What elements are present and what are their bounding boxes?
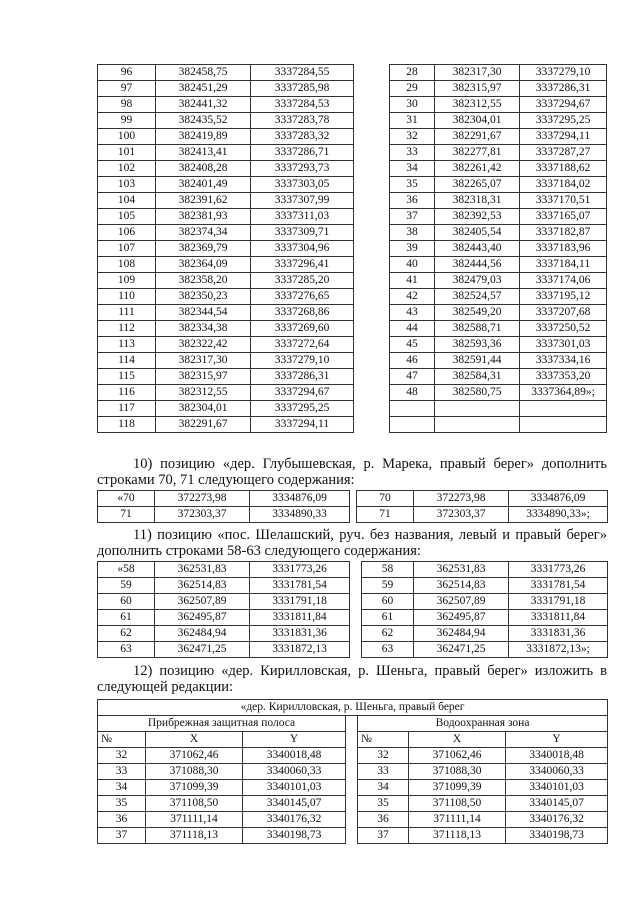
y-coordinate-cell: 3331872,13»;	[509, 642, 608, 658]
x-coordinate-cell: 382312,55	[435, 97, 520, 113]
x-coordinate-cell: 362514,83	[155, 578, 250, 594]
paragraph-10: 10) позицию «дер. Глубышевская, р. Марека, правый берег» дополнить строками 70, 71 следующего содержания:	[97, 456, 607, 488]
point-number-cell: 40	[390, 257, 435, 273]
point-number-cell: 59	[98, 578, 155, 594]
x-coordinate-cell: 362484,94	[155, 626, 250, 642]
point-number-cell: 109	[98, 273, 156, 289]
x-coordinate-cell: 382304,01	[435, 113, 520, 129]
table-row	[390, 257, 607, 273]
table-row	[98, 353, 354, 369]
y-coordinate-cell: 3337272,64	[251, 337, 354, 353]
y-coordinate-cell: 3337287,27	[520, 145, 607, 161]
x-coordinate-cell: 362471,25	[414, 642, 509, 658]
y-coordinate-cell: 3340176,32	[506, 812, 608, 828]
x-coordinate-cell: 382524,57	[435, 289, 520, 305]
x-coordinate-cell	[435, 401, 520, 417]
x-coordinate-cell: 382443,40	[435, 241, 520, 257]
table-position-10	[97, 490, 608, 523]
table-row	[98, 828, 608, 844]
table-position-12	[97, 699, 608, 844]
table-row	[98, 113, 354, 129]
x-coordinate-cell: 382591,44	[435, 353, 520, 369]
point-number-cell: 39	[390, 241, 435, 257]
table-row	[390, 305, 607, 321]
point-number-cell: 63	[362, 642, 414, 658]
table-row	[98, 225, 354, 241]
table-row	[98, 626, 608, 642]
point-number-cell: 30	[390, 97, 435, 113]
y-coordinate-cell: 3331791,18	[509, 594, 608, 610]
table-row	[98, 177, 354, 193]
x-coordinate-cell: 371099,39	[146, 780, 243, 796]
table-row	[390, 353, 607, 369]
x-coordinate-cell: 362514,83	[414, 578, 509, 594]
point-number-cell: 112	[98, 321, 156, 337]
y-coordinate-cell: 3337188,62	[520, 161, 607, 177]
point-number-cell: 102	[98, 161, 156, 177]
y-coordinate-cell: 3337286,31	[520, 81, 607, 97]
y-coordinate-cell: 3331831,36	[250, 626, 350, 642]
y-coordinate-cell: 3340060,33	[243, 764, 346, 780]
y-coordinate-cell: 3337184,11	[520, 257, 607, 273]
point-number-cell: 107	[98, 241, 156, 257]
x-coordinate-cell: 382408,28	[156, 161, 251, 177]
point-number-cell: 42	[390, 289, 435, 305]
paragraph-11: 11) позицию «пос. Шелашский, руч. без названия, левый и правый берег» дополнить строками 58-63 следующего содержания:	[97, 527, 607, 559]
point-number-cell: 97	[98, 81, 156, 97]
y-coordinate-cell: 3337311,03	[251, 209, 354, 225]
y-coordinate-cell	[520, 417, 607, 433]
table-row	[390, 113, 607, 129]
x-coordinate-cell: 362495,87	[155, 610, 250, 626]
y-coordinate-cell: 3337283,32	[251, 129, 354, 145]
table-row	[98, 161, 354, 177]
y-coordinate-cell: 3337334,16	[520, 353, 607, 369]
y-coordinate-cell: 3331811,84	[250, 610, 350, 626]
y-coordinate-cell: 3340145,07	[243, 796, 346, 812]
y-coordinate-cell: 3337195,12	[520, 289, 607, 305]
table-row	[98, 369, 354, 385]
y-coordinate-cell: 3340145,07	[506, 796, 608, 812]
point-number-cell: 61	[98, 610, 155, 626]
y-coordinate-cell: 3337165,07	[520, 209, 607, 225]
y-coordinate-cell: 3340176,32	[243, 812, 346, 828]
y-coordinate-cell: 3331781,54	[250, 578, 350, 594]
y-coordinate-cell: 3337207,68	[520, 305, 607, 321]
point-number-cell: 47	[390, 369, 435, 385]
column-header-y: Y	[506, 732, 608, 748]
x-coordinate-cell: 382291,67	[435, 129, 520, 145]
x-coordinate-cell: 382392,53	[435, 209, 520, 225]
x-coordinate-cell: 382458,75	[156, 65, 251, 81]
y-coordinate-cell: 3337294,67	[520, 97, 607, 113]
table-row	[98, 321, 354, 337]
y-coordinate-cell: 3340101,03	[243, 780, 346, 796]
table-row	[98, 594, 608, 610]
y-coordinate-cell: 3337285,20	[251, 273, 354, 289]
x-coordinate-cell: 371108,50	[146, 796, 243, 812]
point-number-cell: 61	[362, 610, 414, 626]
x-coordinate-cell: 362484,94	[414, 626, 509, 642]
coordinates-table-right	[389, 64, 607, 433]
point-number-cell: 60	[362, 594, 414, 610]
point-number-cell: 32	[98, 748, 146, 764]
x-coordinate-cell: 371099,39	[409, 780, 506, 796]
x-coordinate-cell: 382304,01	[156, 401, 251, 417]
point-number-cell: 58	[362, 562, 414, 578]
point-number-cell: 99	[98, 113, 156, 129]
point-number-cell: 71	[357, 507, 414, 523]
table-row	[390, 369, 607, 385]
x-coordinate-cell: 382374,34	[156, 225, 251, 241]
x-coordinate-cell: 382364,09	[156, 257, 251, 273]
table-row	[98, 642, 608, 658]
table-row	[98, 812, 608, 828]
x-coordinate-cell: 382405,54	[435, 225, 520, 241]
x-coordinate-cell: 382317,30	[156, 353, 251, 369]
x-coordinate-cell: 371108,50	[409, 796, 506, 812]
y-coordinate-cell: 3340198,73	[506, 828, 608, 844]
x-coordinate-cell: 362471,25	[155, 642, 250, 658]
table-row	[390, 401, 607, 417]
point-number-cell: 36	[358, 812, 409, 828]
table-row	[98, 562, 608, 578]
x-coordinate-cell: 371062,46	[409, 748, 506, 764]
point-number-cell: 29	[390, 81, 435, 97]
point-number-cell	[390, 417, 435, 433]
x-coordinate-cell: 382334,38	[156, 321, 251, 337]
y-coordinate-cell: 3340018,48	[243, 748, 346, 764]
x-coordinate-cell: 371111,14	[146, 812, 243, 828]
y-coordinate-cell: 3337174,06	[520, 273, 607, 289]
x-coordinate-cell: 382261,42	[435, 161, 520, 177]
table-row	[390, 97, 607, 113]
x-coordinate-cell: 371118,13	[146, 828, 243, 844]
table-row	[98, 507, 608, 523]
x-coordinate-cell: 382358,20	[156, 273, 251, 289]
x-coordinate-cell: 382315,97	[156, 369, 251, 385]
point-number-cell: 117	[98, 401, 156, 417]
x-coordinate-cell: 382444,56	[435, 257, 520, 273]
point-number-cell: 62	[362, 626, 414, 642]
x-coordinate-cell: 382265,07	[435, 177, 520, 193]
table-row	[98, 337, 354, 353]
table-row	[390, 145, 607, 161]
point-number-cell: 32	[358, 748, 409, 764]
point-number-cell: 101	[98, 145, 156, 161]
x-coordinate-cell: 382479,03	[435, 273, 520, 289]
y-coordinate-cell	[520, 401, 607, 417]
point-number-cell: 31	[390, 113, 435, 129]
y-coordinate-cell: 3337283,78	[251, 113, 354, 129]
x-coordinate-cell: 372303,37	[155, 507, 250, 523]
y-coordinate-cell: 3337183,96	[520, 241, 607, 257]
point-number-cell: 36	[390, 193, 435, 209]
y-coordinate-cell: 3331872,13	[250, 642, 350, 658]
table-row	[390, 273, 607, 289]
point-number-cell: 37	[358, 828, 409, 844]
y-coordinate-cell: 3337170,51	[520, 193, 607, 209]
point-number-cell: 32	[390, 129, 435, 145]
table-row	[390, 193, 607, 209]
x-coordinate-cell: 372273,98	[414, 491, 509, 507]
paragraph-12: 12) позицию «дер. Кирилловская, р. Шеньга, правый берег» изложить в следующей редакции:	[97, 663, 607, 695]
y-coordinate-cell: 3337279,10	[251, 353, 354, 369]
y-coordinate-cell: 3331773,26	[250, 562, 350, 578]
x-coordinate-cell: 382451,29	[156, 81, 251, 97]
point-number-cell: 34	[98, 780, 146, 796]
point-number-cell: 35	[358, 796, 409, 812]
table-row	[390, 241, 607, 257]
point-number-cell: 60	[98, 594, 155, 610]
y-coordinate-cell: 3337353,20	[520, 369, 607, 385]
x-coordinate-cell: 382322,42	[156, 337, 251, 353]
table-row	[390, 81, 607, 97]
column-header-x: X	[146, 732, 243, 748]
x-coordinate-cell: 371118,13	[409, 828, 506, 844]
column-header-number: №	[98, 732, 146, 748]
point-number-cell: 110	[98, 289, 156, 305]
y-coordinate-cell: 3331831,36	[509, 626, 608, 642]
point-number-cell: 28	[390, 65, 435, 81]
point-number-cell: 115	[98, 369, 156, 385]
y-coordinate-cell: 3337250,52	[520, 321, 607, 337]
table-row	[390, 129, 607, 145]
x-coordinate-cell: 382315,97	[435, 81, 520, 97]
y-coordinate-cell: 3337269,60	[251, 321, 354, 337]
y-coordinate-cell: 3337304,96	[251, 241, 354, 257]
point-number-cell: 37	[98, 828, 146, 844]
point-number-cell: 104	[98, 193, 156, 209]
y-coordinate-cell: 3340101,03	[506, 780, 608, 796]
x-coordinate-cell: 371088,30	[146, 764, 243, 780]
y-coordinate-cell: 3337301,03	[520, 337, 607, 353]
x-coordinate-cell: 362531,83	[414, 562, 509, 578]
y-coordinate-cell: 3331773,26	[509, 562, 608, 578]
y-coordinate-cell: 3331781,54	[509, 578, 608, 594]
point-number-cell: 34	[358, 780, 409, 796]
y-coordinate-cell: 3337285,98	[251, 81, 354, 97]
x-coordinate-cell: 382344,54	[156, 305, 251, 321]
point-number-cell: 70	[357, 491, 414, 507]
y-coordinate-cell: 3337184,02	[520, 177, 607, 193]
x-coordinate-cell: 362507,89	[155, 594, 250, 610]
table-row	[98, 209, 354, 225]
x-coordinate-cell	[435, 417, 520, 433]
x-coordinate-cell: 382435,52	[156, 113, 251, 129]
point-number-cell: 38	[390, 225, 435, 241]
y-coordinate-cell: 3337268,86	[251, 305, 354, 321]
table-row	[98, 289, 354, 305]
table-row	[98, 241, 354, 257]
y-coordinate-cell: 3337276,65	[251, 289, 354, 305]
y-coordinate-cell: 3340018,48	[506, 748, 608, 764]
x-coordinate-cell: 372273,98	[155, 491, 250, 507]
x-coordinate-cell: 382369,79	[156, 241, 251, 257]
table-row	[98, 780, 608, 796]
y-coordinate-cell: 3337296,41	[251, 257, 354, 273]
table-row	[98, 610, 608, 626]
x-coordinate-cell: 371088,30	[409, 764, 506, 780]
table-title: «дер. Кирилловская, р. Шеньга, правый берег	[98, 700, 608, 716]
x-coordinate-cell: 382549,20	[435, 305, 520, 321]
table-row	[390, 337, 607, 353]
y-coordinate-cell: 3334876,09	[250, 491, 350, 507]
table-row	[98, 193, 354, 209]
y-coordinate-cell: 3337364,89»;	[520, 385, 607, 401]
point-number-cell: 106	[98, 225, 156, 241]
point-number-cell: 43	[390, 305, 435, 321]
point-number-cell: 113	[98, 337, 156, 353]
x-coordinate-cell: 382419,89	[156, 129, 251, 145]
point-number-cell: 35	[390, 177, 435, 193]
table-row	[390, 225, 607, 241]
table-row	[98, 401, 354, 417]
y-coordinate-cell: 3337286,31	[251, 369, 354, 385]
point-number-cell: 62	[98, 626, 155, 642]
table-row	[98, 129, 354, 145]
table-row	[98, 491, 608, 507]
table-row	[98, 385, 354, 401]
table-row	[98, 81, 354, 97]
point-number-cell: «58	[98, 562, 155, 578]
x-coordinate-cell: 382593,36	[435, 337, 520, 353]
y-coordinate-cell: 3337284,53	[251, 97, 354, 113]
y-coordinate-cell: 3337286,71	[251, 145, 354, 161]
point-number-cell: 48	[390, 385, 435, 401]
y-coordinate-cell: 3340198,73	[243, 828, 346, 844]
point-number-cell: 45	[390, 337, 435, 353]
coordinates-table-left	[97, 64, 354, 433]
point-number-cell: 35	[98, 796, 146, 812]
left-section-header: Прибрежная защитная полоса	[98, 716, 346, 732]
x-coordinate-cell: 382312,55	[156, 385, 251, 401]
x-coordinate-cell: 371062,46	[146, 748, 243, 764]
x-coordinate-cell: 362531,83	[155, 562, 250, 578]
x-coordinate-cell: 382391,62	[156, 193, 251, 209]
y-coordinate-cell: 3334890,33»;	[509, 507, 608, 523]
y-coordinate-cell: 3337309,71	[251, 225, 354, 241]
table-row	[98, 97, 354, 113]
x-coordinate-cell: 382584,31	[435, 369, 520, 385]
point-number-cell	[390, 401, 435, 417]
point-number-cell: 98	[98, 97, 156, 113]
point-number-cell: 118	[98, 417, 156, 433]
right-section-header: Водоохранная зона	[358, 716, 608, 732]
y-coordinate-cell: 3337303,05	[251, 177, 354, 193]
y-coordinate-cell: 3337295,25	[520, 113, 607, 129]
point-number-cell: 33	[390, 145, 435, 161]
table-row	[98, 578, 608, 594]
y-coordinate-cell: 3334876,09	[509, 491, 608, 507]
y-coordinate-cell: 3334890,33	[250, 507, 350, 523]
point-number-cell: 37	[390, 209, 435, 225]
table-row	[98, 257, 354, 273]
column-header-number: №	[358, 732, 409, 748]
x-coordinate-cell: 382401,49	[156, 177, 251, 193]
table-row	[390, 177, 607, 193]
column-header-x: X	[409, 732, 506, 748]
y-coordinate-cell: 3337284,55	[251, 65, 354, 81]
point-number-cell: 111	[98, 305, 156, 321]
table-row	[390, 385, 607, 401]
x-coordinate-cell: 382580,75	[435, 385, 520, 401]
table-row	[390, 161, 607, 177]
point-number-cell: 108	[98, 257, 156, 273]
x-coordinate-cell: 382291,67	[156, 417, 251, 433]
table-row	[98, 748, 608, 764]
table-row	[98, 764, 608, 780]
point-number-cell: 33	[358, 764, 409, 780]
point-number-cell: 114	[98, 353, 156, 369]
x-coordinate-cell: 382318,31	[435, 193, 520, 209]
point-number-cell: 41	[390, 273, 435, 289]
table-row	[390, 65, 607, 81]
y-coordinate-cell: 3340060,33	[506, 764, 608, 780]
point-number-cell: 116	[98, 385, 156, 401]
point-number-cell: 46	[390, 353, 435, 369]
point-number-cell: 105	[98, 209, 156, 225]
x-coordinate-cell: 382588,71	[435, 321, 520, 337]
x-coordinate-cell: 382381,93	[156, 209, 251, 225]
x-coordinate-cell: 362507,89	[414, 594, 509, 610]
x-coordinate-cell: 371111,14	[409, 812, 506, 828]
table-row	[390, 289, 607, 305]
column-header-y: Y	[243, 732, 346, 748]
y-coordinate-cell: 3337294,11	[520, 129, 607, 145]
y-coordinate-cell: 3337294,11	[251, 417, 354, 433]
x-coordinate-cell: 372303,37	[414, 507, 509, 523]
table-row	[98, 305, 354, 321]
table-row	[98, 65, 354, 81]
table-row	[390, 321, 607, 337]
y-coordinate-cell: 3337294,67	[251, 385, 354, 401]
point-number-cell: «70	[98, 491, 155, 507]
table-row	[390, 209, 607, 225]
y-coordinate-cell: 3337293,73	[251, 161, 354, 177]
point-number-cell: 103	[98, 177, 156, 193]
point-number-cell: 59	[362, 578, 414, 594]
y-coordinate-cell: 3337295,25	[251, 401, 354, 417]
x-coordinate-cell: 362495,87	[414, 610, 509, 626]
table-row	[98, 273, 354, 289]
y-coordinate-cell: 3331791,18	[250, 594, 350, 610]
point-number-cell: 36	[98, 812, 146, 828]
x-coordinate-cell: 382317,30	[435, 65, 520, 81]
table-row	[98, 417, 354, 433]
x-coordinate-cell: 382277,81	[435, 145, 520, 161]
point-number-cell: 34	[390, 161, 435, 177]
x-coordinate-cell: 382441,32	[156, 97, 251, 113]
point-number-cell: 63	[98, 642, 155, 658]
x-coordinate-cell: 382413,41	[156, 145, 251, 161]
y-coordinate-cell: 3331811,84	[509, 610, 608, 626]
point-number-cell: 44	[390, 321, 435, 337]
point-number-cell: 71	[98, 507, 155, 523]
point-number-cell: 96	[98, 65, 156, 81]
table-row	[98, 145, 354, 161]
x-coordinate-cell: 382350,23	[156, 289, 251, 305]
point-number-cell: 33	[98, 764, 146, 780]
table-position-11	[97, 561, 608, 658]
table-row	[390, 417, 607, 433]
point-number-cell: 100	[98, 129, 156, 145]
y-coordinate-cell: 3337307,99	[251, 193, 354, 209]
table-row	[98, 796, 608, 812]
y-coordinate-cell: 3337279,10	[520, 65, 607, 81]
y-coordinate-cell: 3337182,87	[520, 225, 607, 241]
